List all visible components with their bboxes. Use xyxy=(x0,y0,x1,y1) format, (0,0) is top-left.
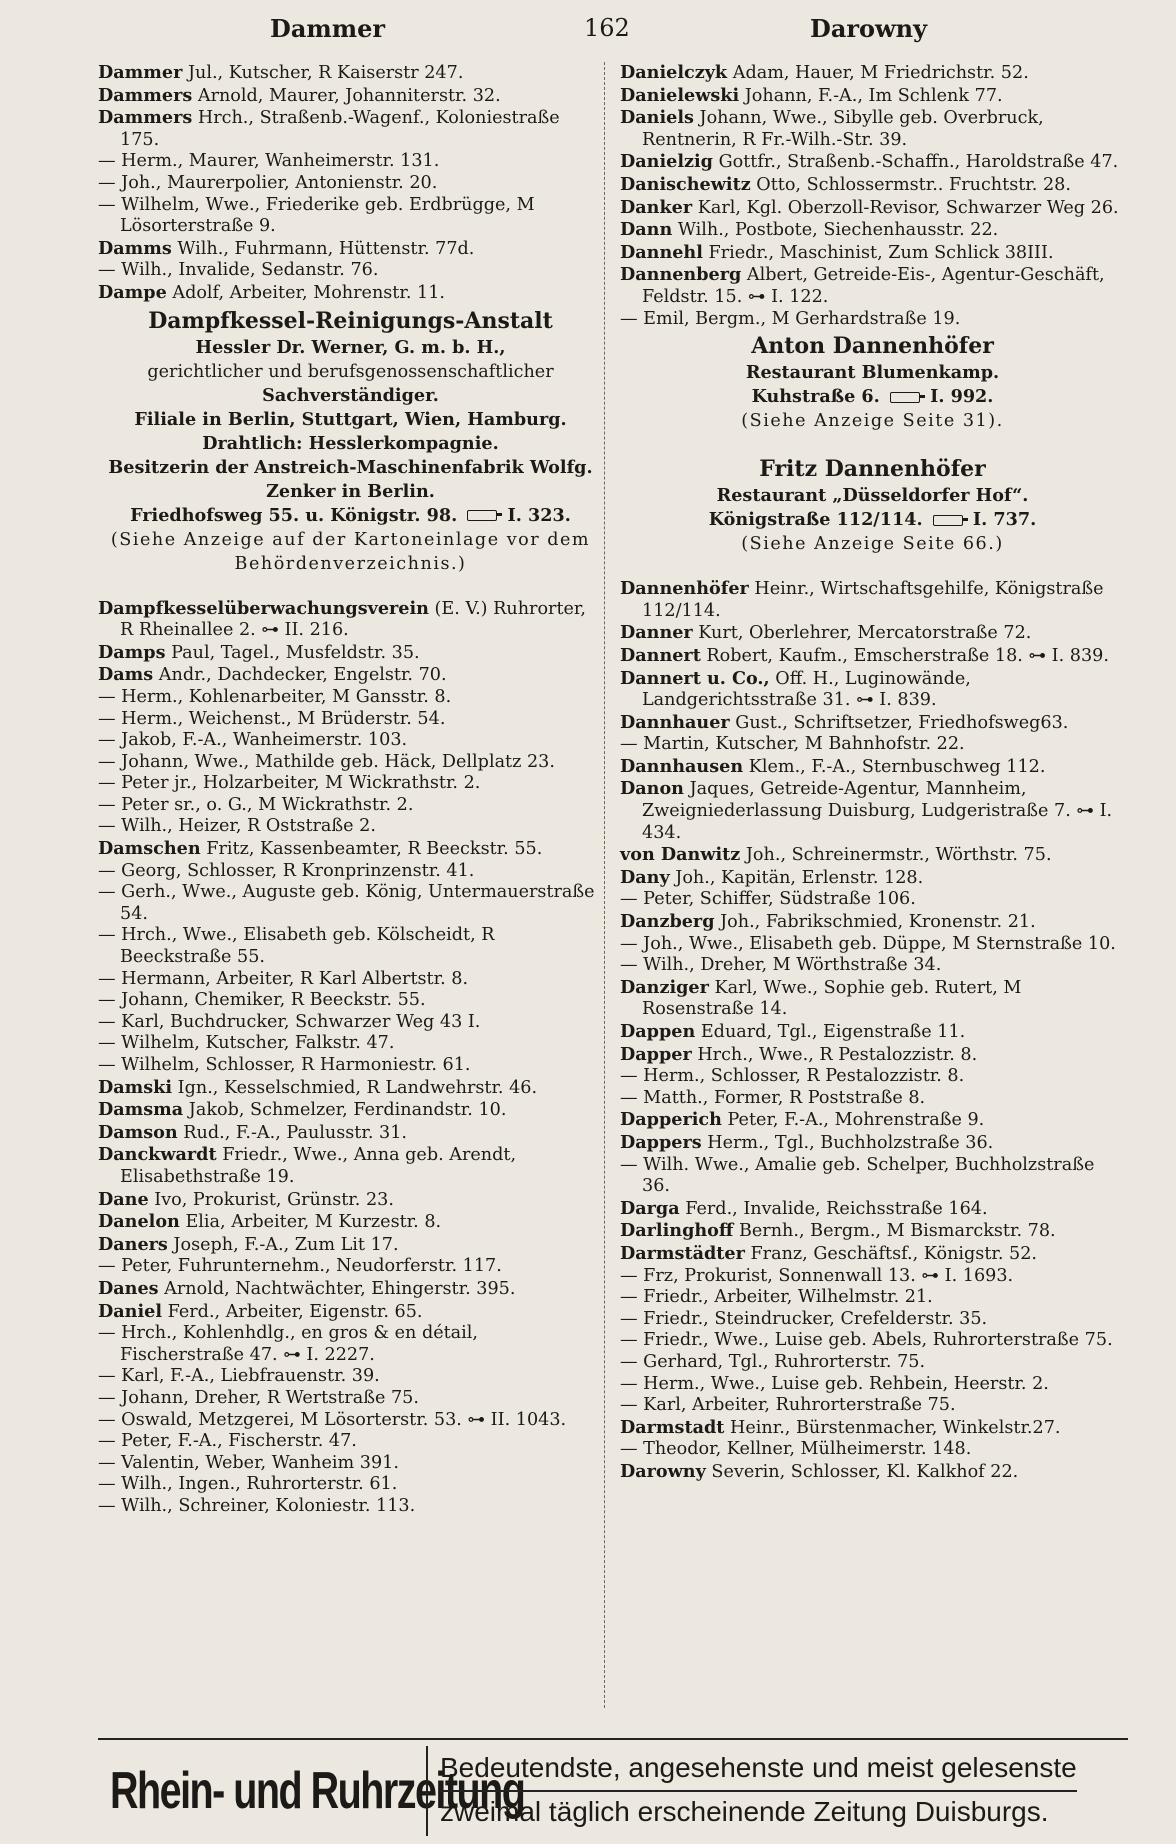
directory-entry xyxy=(620,1109,1125,1132)
directory-entry xyxy=(620,1155,1125,1198)
directory-entry xyxy=(98,990,603,1012)
entry-surname: Danzberg xyxy=(620,911,715,933)
entry-surname: Dannenberg xyxy=(620,264,742,286)
directory-entry xyxy=(620,62,1125,85)
directory-entry xyxy=(620,264,1125,308)
entry-details: Hrch., Wwe., R Pestalozzistr. 8. xyxy=(691,1044,978,1065)
entry-details: Bernh., Bergm., M Bismarckstr. 78. xyxy=(733,1221,1056,1242)
entry-details: Andr., Dachdecker, Engelstr. 70. xyxy=(153,665,447,686)
entry-details: Heinr., Bürstenmacher, Winkelstr.27. xyxy=(724,1417,1061,1438)
entry-details: — Johann, Dreher, R Wertstraße 75. xyxy=(98,1387,419,1408)
entry-details: Wilh., Postbote, Siechenhausstr. 22. xyxy=(672,220,999,241)
ad-address-line xyxy=(98,504,603,528)
entry-details: Jakob, Schmelzer, Ferdinandstr. 10. xyxy=(183,1100,507,1121)
ad-title: Anton Dannenhöfer xyxy=(751,333,994,360)
entry-details: Eduard, Tgl., Eigenstraße 11. xyxy=(695,1022,966,1042)
entry-details: — Frz, Prokurist, Sonnenwall 13. ⊶ I. 1693. xyxy=(620,1265,1014,1286)
entry-surname: Dampfkesselüberwachungsverein xyxy=(98,597,429,619)
ad-telegram: Drahtlich: Hesslerkompagnie. xyxy=(202,432,499,454)
directory-entry xyxy=(98,238,603,261)
entry-details: — Wilh. Wwe., Amalie geb. Schelper, Buchholzstraße 36. xyxy=(620,1154,1095,1197)
entry-surname: Dammer xyxy=(98,62,183,83)
entry-surname: Daniel xyxy=(98,1300,163,1322)
directory-entry xyxy=(98,773,603,795)
entry-details: — Herm., Wwe., Luise geb. Rehbein, Heerstr. 2. xyxy=(620,1373,1049,1394)
entry-surname: Danes xyxy=(98,1277,159,1299)
directory-entry xyxy=(98,861,603,883)
entry-details: Franz, Geschäftsf., Königstr. 52. xyxy=(744,1243,1038,1264)
entry-surname: Danielewski xyxy=(620,84,740,106)
footer-rule xyxy=(98,1738,1128,1740)
entry-details: — Wilh., Schreiner, Koloniestr. 113. xyxy=(98,1495,416,1516)
entry-details: Ivo, Prokurist, Grünstr. 23. xyxy=(148,1189,394,1210)
directory-entry xyxy=(620,622,1125,645)
directory-entry xyxy=(98,260,603,282)
entry-details: Friedr., Maschinist, Zum Schlick 38III. xyxy=(702,242,1054,263)
entry-details: — Joh., Maurerpolier, Antonienstr. 20. xyxy=(98,172,438,193)
ad-address: Königstraße 112/114. xyxy=(708,509,923,531)
directory-entry xyxy=(98,1055,603,1077)
directory-entry xyxy=(620,867,1125,890)
entry-details: Robert, Kaufm., Emscherstraße 18. ⊶ I. 839. xyxy=(700,645,1109,666)
entry-details: — Friedr., Wwe., Luise geb. Abels, Ruhrorterstraße 75. xyxy=(620,1330,1113,1351)
entry-surname: Damski xyxy=(98,1076,173,1098)
directory-entry xyxy=(620,756,1125,779)
entry-details: Johann, Wwe., Sibylle geb. Overbruck, Rentnerin, R Fr.-Wilh.-Str. 39. xyxy=(642,108,1044,150)
entry-surname: Dams xyxy=(98,664,154,686)
entry-details: Joh., Schreinermstr., Wörthstr. 75. xyxy=(740,845,1052,866)
entry-details: Wilh., Fuhrmann, Hüttenstr. 77d. xyxy=(171,238,475,259)
directory-entry xyxy=(98,752,603,774)
entry-details: Adolf, Arbeiter, Mohrenstr. 11. xyxy=(166,282,446,303)
entry-details: — Oswald, Metzgerei, M Lösorterstr. 53. ⊶ II. 1043. xyxy=(98,1409,567,1430)
entry-surname: Darowny xyxy=(620,1460,706,1482)
directory-entry xyxy=(98,1410,603,1432)
directory-entry xyxy=(98,1474,603,1496)
entry-surname: Dany xyxy=(620,866,670,888)
entry-details: Joh., Kapitän, Erlenstr. 128. xyxy=(669,867,924,888)
entry-details: — Herm., Kohlenarbeiter, M Gansstr. 8. xyxy=(98,686,452,707)
entry-details: — Gerhard, Tgl., Ruhrorterstr. 75. xyxy=(620,1351,926,1372)
entry-surname: Danker xyxy=(620,196,693,218)
directory-entry xyxy=(98,1323,603,1366)
slogan-line-2: zweimal täglich erscheinende Zeitung Duisburgs. xyxy=(440,1796,1049,1827)
entry-details: Johann, F.-A., Im Schlenk 77. xyxy=(739,85,1003,106)
entry-details: — Wilh., Dreher, M Wörthstraße 34. xyxy=(620,955,942,976)
directory-entry xyxy=(98,598,603,642)
page-number: 162 xyxy=(584,14,630,42)
directory-entry xyxy=(620,1461,1125,1484)
entry-surname: Daniels xyxy=(620,107,694,129)
directory-entry xyxy=(620,734,1125,756)
entry-surname: Dannert xyxy=(620,644,701,666)
directory-entry xyxy=(98,1278,603,1301)
directory-entry xyxy=(620,1287,1125,1309)
directory-entry xyxy=(98,642,603,665)
directory-entry xyxy=(620,1021,1125,1044)
ad-branches: Filiale in Berlin, Stuttgart, Wien, Hamburg. xyxy=(134,408,567,430)
entry-details: — Hermann, Arbeiter, R Karl Albertstr. 8. xyxy=(98,968,469,989)
entry-surname: Danielczyk xyxy=(620,62,728,83)
directory-entry xyxy=(98,882,603,925)
directory-entry xyxy=(620,578,1125,622)
left-entries-a xyxy=(98,62,603,305)
entry-surname: Dappen xyxy=(620,1021,696,1042)
directory-entry xyxy=(620,1395,1125,1417)
entry-details: Joseph, F.-A., Zum Lit 17. xyxy=(167,1234,399,1255)
entry-surname: Dannehl xyxy=(620,241,703,263)
entry-details: Klem., F.-A., Sternbuschweg 112. xyxy=(743,756,1046,777)
entry-details: — Herm., Schlosser, R Pestalozzistr. 8. xyxy=(620,1066,965,1087)
directory-entry xyxy=(620,1417,1125,1440)
directory-entry xyxy=(620,151,1125,174)
footer-divider xyxy=(426,1746,428,1836)
right-entries-a xyxy=(620,62,1125,330)
directory-entry xyxy=(620,645,1125,668)
entry-details: — Herm., Weichenst., M Brüderstr. 54. xyxy=(98,708,446,729)
entry-surname: Darlinghoff xyxy=(620,1220,734,1242)
entry-details: Adam, Hauer, M Friedrichstr. 52. xyxy=(727,63,1029,83)
entry-details: — Hrch., Kohlenhdlg., en gros & en détail, Fischerstraße 47. ⊶ I. 2227. xyxy=(98,1323,479,1365)
ad-address: Friedhofsweg 55. u. Königstr. 98. xyxy=(130,504,458,526)
left-entries-b xyxy=(98,598,603,1518)
entry-surname: Dane xyxy=(98,1188,149,1210)
entry-surname: Darmstädter xyxy=(620,1242,745,1264)
directory-entry xyxy=(98,687,603,709)
directory-entry xyxy=(98,730,603,752)
entry-surname: Dannhauer xyxy=(620,711,730,733)
directory-entry xyxy=(98,173,603,195)
ad-phone: I. 992. xyxy=(930,386,994,408)
directory-entry xyxy=(620,778,1125,844)
directory-entry xyxy=(98,925,603,968)
telephone-icon xyxy=(890,392,920,403)
directory-entry xyxy=(620,107,1125,151)
ad-title: Fritz Dannenhöfer xyxy=(759,456,986,483)
entry-surname: Dannert u. Co., xyxy=(620,667,770,689)
newspaper-name: Rhein- und Ruhrzeitung xyxy=(110,1762,525,1820)
entry-details: Gust., Schriftsetzer, Friedhofsweg63. xyxy=(729,712,1069,733)
entry-surname: Danon xyxy=(620,778,684,800)
entry-details: Ign., Kesselschmied, R Landwehrstr. 46. xyxy=(172,1077,538,1098)
telephone-icon xyxy=(467,510,497,521)
left-column xyxy=(98,62,603,1517)
directory-entry xyxy=(98,1496,603,1518)
entry-details: Otto, Schlossermstr.. Fruchtstr. 28. xyxy=(750,174,1071,195)
directory-entry xyxy=(620,668,1125,712)
entry-details: — Jakob, F.-A., Wanheimerstr. 103. xyxy=(98,730,408,751)
directory-entry xyxy=(620,1044,1125,1067)
entry-details: — Matth., Former, R Poststraße 8. xyxy=(620,1087,926,1108)
telephone-icon xyxy=(933,515,963,526)
entry-details: Rud., F.-A., Paulusstr. 31. xyxy=(177,1122,408,1143)
entry-details: Kurt, Oberlehrer, Mercatorstraße 72. xyxy=(692,623,1032,644)
entry-details: — Emil, Bergm., M Gerhardstraße 19. xyxy=(620,308,961,329)
entry-surname: Danckwardt xyxy=(98,1144,217,1166)
directory-entry xyxy=(620,309,1125,331)
entry-surname: Dannhausen xyxy=(620,755,744,777)
directory-entry xyxy=(98,282,603,305)
directory-entry xyxy=(98,816,603,838)
directory-entry xyxy=(98,1453,603,1475)
entry-details: — Wilh., Invalide, Sedanstr. 76. xyxy=(98,260,379,281)
ad-title: Dampfkessel-Reinigungs-Anstalt xyxy=(148,307,553,334)
entry-details: — Karl, Arbeiter, Ruhrorterstraße 75. xyxy=(620,1395,956,1416)
directory-entry xyxy=(98,1256,603,1278)
entry-details: — Wilh., Ingen., Ruhrorterstr. 61. xyxy=(98,1474,398,1495)
entry-details: — Georg, Schlosser, R Kronprinzenstr. 41. xyxy=(98,860,475,881)
directory-entry xyxy=(620,1088,1125,1110)
entry-details: Peter, F.-A., Mohrenstraße 9. xyxy=(721,1110,985,1131)
directory-entry xyxy=(98,709,603,731)
column-divider xyxy=(604,62,605,1708)
directory-entry xyxy=(620,955,1125,977)
entry-surname: Danielzig xyxy=(620,151,713,173)
entry-details: — Theodor, Kellner, Mülheimerstr. 148. xyxy=(620,1439,972,1460)
ad-phone: I. 737. xyxy=(972,509,1037,531)
entry-details: — Herm., Maurer, Wanheimerstr. 131. xyxy=(98,151,440,172)
ad-owner2: Besitzerin der Anstreich-Maschinenfabrik Wolfg. xyxy=(108,456,593,478)
directory-entry xyxy=(98,62,603,85)
entry-surname: Dannenhöfer xyxy=(620,578,749,600)
directory-entry xyxy=(620,1374,1125,1396)
entry-surname: Dammers xyxy=(98,84,193,106)
entry-details: — Martin, Kutscher, M Bahnhofstr. 22. xyxy=(620,734,965,755)
header-first-name: Dammer xyxy=(270,14,386,43)
entry-details: Arnold, Maurer, Johanniterstr. 32. xyxy=(192,85,501,106)
entry-details: — Friedr., Steindrucker, Crefelderstr. 35. xyxy=(620,1308,988,1329)
entry-surname: Danelon xyxy=(98,1211,180,1233)
right-column xyxy=(620,62,1125,1483)
entry-surname: Dampe xyxy=(98,281,167,303)
directory-entry xyxy=(98,1189,603,1212)
entry-details: Ferd., Arbeiter, Eigenstr. 65. xyxy=(162,1301,423,1322)
entry-details: Severin, Schlosser, Kl. Kalkhof 22. xyxy=(705,1461,1019,1482)
entry-details: — Peter, Schiffer, Südstraße 106. xyxy=(620,889,916,910)
directory-entry xyxy=(620,844,1125,867)
entry-details: Heinr., Wirtschaftsgehilfe, Königstraße 112/114. xyxy=(642,579,1104,621)
directory-entry xyxy=(620,85,1125,108)
entry-details: Paul, Tagel., Musfeldstr. 35. xyxy=(165,642,420,663)
ad-address: Kuhstraße 6. xyxy=(751,386,880,408)
directory-entry xyxy=(98,1099,603,1122)
directory-entry xyxy=(620,197,1125,220)
directory-entry xyxy=(620,889,1125,911)
ad-owner2-b: Zenker in Berlin. xyxy=(266,480,435,502)
ad-note: (Siehe Anzeige auf der Kartoneinlage vor dem Behördenverzeichnis.) xyxy=(110,529,591,574)
entry-details: — Hrch., Wwe., Elisabeth geb. Kölscheidt, R Beeckstraße 55. xyxy=(98,925,495,968)
directory-entry xyxy=(98,1366,603,1388)
ad-desc: gerichtlicher und berufsgenossenschaftlicher xyxy=(147,361,554,382)
entry-details: — Johann, Wwe., Mathilde geb. Häck, Dellplatz 23. xyxy=(98,751,555,772)
directory-entry xyxy=(620,219,1125,242)
entry-details: Karl, Kgl. Oberzoll-Revisor, Schwarzer Weg 26. xyxy=(692,197,1119,218)
entry-details: — Gerh., Wwe., Auguste geb. König, Untermauerstraße 54. xyxy=(98,882,595,924)
entry-details: — Joh., Wwe., Elisabeth geb. Düppe, M Sternstraße 10. xyxy=(620,933,1116,954)
directory-entry xyxy=(620,934,1125,956)
ad-fritz-dannenhoefer xyxy=(620,455,1125,556)
directory-entry xyxy=(98,664,603,687)
ad-owner: Hessler Dr. Werner, G. m. b. H., xyxy=(195,336,506,358)
entry-details: — Johann, Chemiker, R Beeckstr. 55. xyxy=(98,990,426,1011)
entry-details: Gottfr., Straßenb.-Schaffn., Haroldstraße 47. xyxy=(713,152,1119,173)
entry-surname: Danner xyxy=(620,622,693,644)
entry-details: Fritz, Kassenbeamter, R Beeckstr. 55. xyxy=(200,839,543,860)
entry-surname: Dammers xyxy=(98,107,193,129)
entry-surname: Darmstadt xyxy=(620,1416,725,1438)
footer-slogan xyxy=(440,1748,1077,1832)
directory-entry xyxy=(620,242,1125,265)
entry-surname: Dapper xyxy=(620,1043,692,1065)
entry-details: Hrch., Straßenb.-Wagenf., Koloniestraße 175. xyxy=(120,108,560,150)
directory-entry xyxy=(620,977,1125,1021)
directory-entry xyxy=(620,1243,1125,1266)
entry-details: — Peter, Fuhrunternehm., Neudorferstr. 117. xyxy=(98,1256,502,1277)
entry-details: — Valentin, Weber, Wanheim 391. xyxy=(98,1452,399,1473)
footer-advertisement xyxy=(98,1746,1128,1842)
entry-surname: Damsma xyxy=(98,1099,184,1121)
directory-entry xyxy=(98,795,603,817)
entry-details: Karl, Wwe., Sophie geb. Rutert, M Rosenstraße 14. xyxy=(642,977,1022,1020)
entry-details: Jul., Kutscher, R Kaiserstr 247. xyxy=(182,63,464,83)
directory-entry xyxy=(98,1388,603,1410)
entry-surname: Damms xyxy=(98,237,172,259)
ad-address-line xyxy=(620,508,1125,532)
entry-details: — Peter, F.-A., Fischerstr. 47. xyxy=(98,1431,357,1452)
entry-surname: Dappers xyxy=(620,1131,702,1153)
entry-details: — Karl, F.-A., Liebfrauenstr. 39. xyxy=(98,1366,380,1387)
entry-details: — Karl, Buchdrucker, Schwarzer Weg 43 I. xyxy=(98,1011,481,1032)
ad-note: (Siehe Anzeige Seite 66.) xyxy=(741,534,1004,555)
entry-surname: von Danwitz xyxy=(620,844,741,866)
entry-surname: Damson xyxy=(98,1121,178,1143)
entry-details: — Peter jr., Holzarbeiter, M Wickrathstr. 2. xyxy=(98,773,481,794)
ad-dampfkessel xyxy=(98,307,603,576)
entry-details: Off. H., Luginowände, Landgerichtsstraße 31. ⊶ I. 839. xyxy=(642,668,971,711)
directory-entry xyxy=(620,911,1125,934)
ad-anton-dannenhoefer xyxy=(620,332,1125,433)
directory-entry xyxy=(98,838,603,861)
directory-entry xyxy=(98,969,603,991)
directory-entry xyxy=(98,1431,603,1453)
directory-entry xyxy=(98,107,603,151)
entry-surname: Danischewitz xyxy=(620,173,751,195)
entry-details: — Friedr., Arbeiter, Wilhelmstr. 21. xyxy=(620,1287,933,1308)
ad-address-line xyxy=(620,385,1125,409)
entry-details: Albert, Getreide-Eis-, Agentur-Geschäft, Feldstr. 15. ⊶ I. 122. xyxy=(642,265,1105,307)
entry-details: (E. V.) Ruhrorter, R Rheinallee 2. ⊶ II. 216. xyxy=(120,598,587,641)
directory-entry xyxy=(620,1309,1125,1331)
entry-surname: Damschen xyxy=(98,838,201,860)
entry-surname: Damps xyxy=(98,641,166,663)
directory-entry xyxy=(620,1330,1125,1352)
ad-phone: I. 323. xyxy=(507,504,571,526)
entry-details: — Wilh., Heizer, R Oststraße 2. xyxy=(98,816,376,837)
entry-surname: Daners xyxy=(98,1233,168,1255)
entry-surname: Dann xyxy=(620,219,673,241)
directory-entry xyxy=(98,1211,603,1234)
slogan-line-1: Bedeutendste, angesehenste und meist gelesenste xyxy=(440,1748,1077,1792)
entry-surname: Dapperich xyxy=(620,1109,722,1131)
directory-entry xyxy=(98,1033,603,1055)
ad-restaurant: Restaurant Blumenkamp. xyxy=(745,362,1000,384)
directory-entry xyxy=(98,1144,603,1188)
directory-entry xyxy=(620,1132,1125,1155)
directory-entry xyxy=(98,1077,603,1100)
ad-restaurant: Restaurant „Düsseldorfer Hof“. xyxy=(716,485,1029,507)
entry-surname: Darga xyxy=(620,1197,680,1219)
entry-details: — Wilhelm, Schlosser, R Harmoniestr. 61. xyxy=(98,1055,471,1075)
entry-details: Arnold, Nachtwächter, Ehingerstr. 395. xyxy=(158,1278,516,1299)
directory-entry xyxy=(98,195,603,238)
entry-details: — Wilhelm, Wwe., Friederike geb. Erdbrügge, M Lösorterstraße 9. xyxy=(98,194,535,237)
entry-surname: Danziger xyxy=(620,976,709,998)
entry-details: — Wilhelm, Kutscher, Falkstr. 47. xyxy=(98,1033,395,1054)
right-entries-b xyxy=(620,578,1125,1483)
entry-details: Elia, Arbeiter, M Kurzestr. 8. xyxy=(179,1212,442,1233)
ad-desc-2: Sachverständiger. xyxy=(262,384,439,406)
directory-entry xyxy=(620,712,1125,735)
directory-entry xyxy=(620,1439,1125,1461)
header-last-name: Darowny xyxy=(810,14,928,43)
directory-entry xyxy=(620,1066,1125,1088)
entry-details: Jaques, Getreide-Agentur, Mannheim, Zweigniederlassung Duisburg, Ludgeristraße 7. ⊶ I. 434. xyxy=(642,779,1113,843)
directory-entry xyxy=(98,1301,603,1324)
directory-entry xyxy=(98,85,603,108)
directory-entry xyxy=(620,1266,1125,1288)
directory-entry xyxy=(620,1220,1125,1243)
directory-entry xyxy=(620,1352,1125,1374)
ad-note: (Siehe Anzeige Seite 31). xyxy=(741,411,1004,432)
directory-entry xyxy=(98,1012,603,1034)
directory-entry xyxy=(98,1234,603,1257)
directory-entry xyxy=(620,174,1125,197)
directory-entry xyxy=(620,1198,1125,1221)
entry-details: Friedr., Wwe., Anna geb. Arendt, Elisabethstraße 19. xyxy=(120,1145,517,1187)
directory-entry xyxy=(98,1122,603,1145)
entry-details: — Peter sr., o. G., M Wickrathstr. 2. xyxy=(98,794,414,815)
entry-details: Herm., Tgl., Buchholzstraße 36. xyxy=(701,1132,994,1153)
entry-details: Ferd., Invalide, Reichsstraße 164. xyxy=(679,1198,988,1219)
directory-entry xyxy=(98,151,603,173)
entry-details: Joh., Fabrikschmied, Kronenstr. 21. xyxy=(714,912,1036,933)
